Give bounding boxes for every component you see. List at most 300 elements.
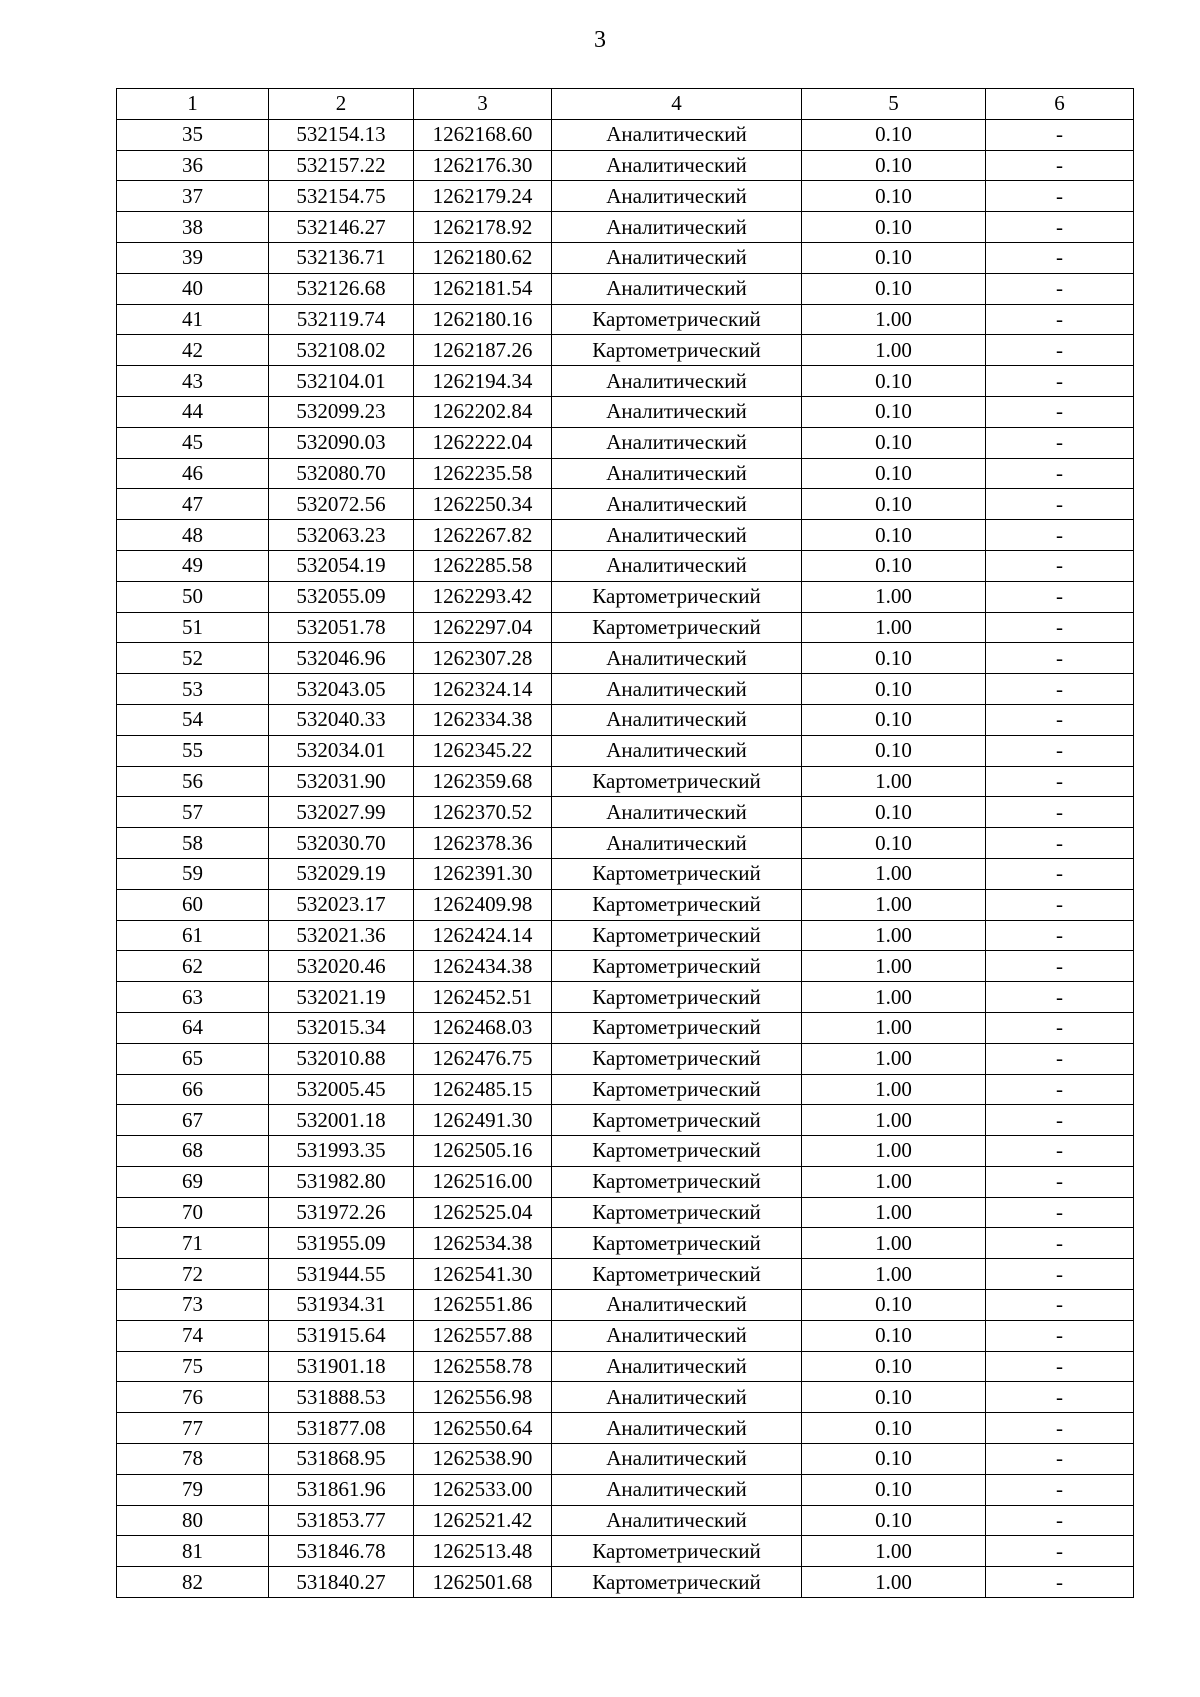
table-row — [117, 1043, 1134, 1074]
method-cell: Картометрический — [552, 1012, 802, 1043]
y-coordinate-cell: 1262501.68 — [414, 1567, 552, 1598]
accuracy-cell: 0.10 — [802, 458, 986, 489]
table-row — [117, 828, 1134, 859]
accuracy-cell: 0.10 — [802, 1505, 986, 1536]
y-coordinate-cell: 1262521.42 — [414, 1505, 552, 1536]
x-coordinate-cell: 532063.23 — [269, 520, 414, 551]
note-cell: - — [986, 242, 1134, 273]
method-cell: Картометрический — [552, 920, 802, 951]
y-coordinate-cell: 1262538.90 — [414, 1444, 552, 1475]
y-coordinate-cell: 1262293.42 — [414, 581, 552, 612]
table-row — [117, 1105, 1134, 1136]
x-coordinate-cell: 532021.19 — [269, 982, 414, 1013]
point-number-cell: 57 — [117, 797, 269, 828]
y-coordinate-cell: 1262370.52 — [414, 797, 552, 828]
point-number-cell: 61 — [117, 920, 269, 951]
y-coordinate-cell: 1262235.58 — [414, 458, 552, 489]
note-cell: - — [986, 273, 1134, 304]
y-coordinate-cell: 1262178.92 — [414, 212, 552, 243]
note-cell: - — [986, 920, 1134, 951]
point-number-cell: 73 — [117, 1290, 269, 1321]
note-cell: - — [986, 550, 1134, 581]
accuracy-cell: 0.10 — [802, 150, 986, 181]
table-row — [117, 1074, 1134, 1105]
y-coordinate-cell: 1262307.28 — [414, 643, 552, 674]
point-number-cell: 49 — [117, 550, 269, 581]
accuracy-cell: 1.00 — [802, 1197, 986, 1228]
y-coordinate-cell: 1262187.26 — [414, 335, 552, 366]
x-coordinate-cell: 532126.68 — [269, 273, 414, 304]
note-cell: - — [986, 889, 1134, 920]
accuracy-cell: 0.10 — [802, 1290, 986, 1321]
method-cell: Аналитический — [552, 704, 802, 735]
note-cell: - — [986, 581, 1134, 612]
accuracy-cell: 0.10 — [802, 1413, 986, 1444]
table-row — [117, 427, 1134, 458]
point-number-cell: 80 — [117, 1505, 269, 1536]
note-cell: - — [986, 1136, 1134, 1167]
note-cell: - — [986, 1351, 1134, 1382]
method-cell: Аналитический — [552, 1320, 802, 1351]
y-coordinate-cell: 1262505.16 — [414, 1136, 552, 1167]
x-coordinate-cell: 532108.02 — [269, 335, 414, 366]
accuracy-cell: 1.00 — [802, 1259, 986, 1290]
accuracy-cell: 1.00 — [802, 1043, 986, 1074]
point-number-cell: 41 — [117, 304, 269, 335]
method-cell: Картометрический — [552, 1105, 802, 1136]
point-number-cell: 71 — [117, 1228, 269, 1259]
x-coordinate-cell: 532146.27 — [269, 212, 414, 243]
method-cell: Аналитический — [552, 1351, 802, 1382]
note-cell: - — [986, 520, 1134, 551]
accuracy-cell: 0.10 — [802, 119, 986, 150]
y-coordinate-cell: 1262181.54 — [414, 273, 552, 304]
accuracy-cell: 1.00 — [802, 1012, 986, 1043]
accuracy-cell: 0.10 — [802, 181, 986, 212]
table-row — [117, 581, 1134, 612]
table-row — [117, 458, 1134, 489]
y-coordinate-cell: 1262550.64 — [414, 1413, 552, 1444]
point-number-cell: 59 — [117, 858, 269, 889]
note-cell: - — [986, 674, 1134, 705]
x-coordinate-cell: 532054.19 — [269, 550, 414, 581]
note-cell: - — [986, 1074, 1134, 1105]
accuracy-cell: 0.10 — [802, 366, 986, 397]
header-row — [117, 89, 1134, 120]
method-cell: Картометрический — [552, 766, 802, 797]
y-coordinate-cell: 1262202.84 — [414, 396, 552, 427]
y-coordinate-cell: 1262297.04 — [414, 612, 552, 643]
table-row — [117, 1228, 1134, 1259]
point-number-cell: 56 — [117, 766, 269, 797]
x-coordinate-cell: 532136.71 — [269, 242, 414, 273]
column-header-3: 3 — [414, 89, 552, 120]
x-coordinate-cell: 532154.75 — [269, 181, 414, 212]
accuracy-cell: 0.10 — [802, 1382, 986, 1413]
accuracy-cell: 0.10 — [802, 427, 986, 458]
method-cell: Аналитический — [552, 674, 802, 705]
table-row — [117, 1259, 1134, 1290]
accuracy-cell: 1.00 — [802, 982, 986, 1013]
y-coordinate-cell: 1262525.04 — [414, 1197, 552, 1228]
point-number-cell: 78 — [117, 1444, 269, 1475]
table-row — [117, 982, 1134, 1013]
note-cell: - — [986, 1043, 1134, 1074]
y-coordinate-cell: 1262359.68 — [414, 766, 552, 797]
accuracy-cell: 0.10 — [802, 520, 986, 551]
table-row — [117, 1536, 1134, 1567]
x-coordinate-cell: 532031.90 — [269, 766, 414, 797]
x-coordinate-cell: 532051.78 — [269, 612, 414, 643]
table-row — [117, 273, 1134, 304]
method-cell: Картометрический — [552, 889, 802, 920]
x-coordinate-cell: 532021.36 — [269, 920, 414, 951]
method-cell: Аналитический — [552, 1505, 802, 1536]
x-coordinate-cell: 532072.56 — [269, 489, 414, 520]
accuracy-cell: 0.10 — [802, 1320, 986, 1351]
method-cell: Аналитический — [552, 1413, 802, 1444]
x-coordinate-cell: 532154.13 — [269, 119, 414, 150]
x-coordinate-cell: 532034.01 — [269, 735, 414, 766]
y-coordinate-cell: 1262180.62 — [414, 242, 552, 273]
table-row — [117, 1320, 1134, 1351]
table-row — [117, 366, 1134, 397]
table-row — [117, 704, 1134, 735]
accuracy-cell: 1.00 — [802, 766, 986, 797]
accuracy-cell: 1.00 — [802, 1228, 986, 1259]
point-number-cell: 60 — [117, 889, 269, 920]
method-cell: Аналитический — [552, 489, 802, 520]
table-row — [117, 1567, 1134, 1598]
method-cell: Аналитический — [552, 1474, 802, 1505]
accuracy-cell: 0.10 — [802, 273, 986, 304]
method-cell: Аналитический — [552, 212, 802, 243]
y-coordinate-cell: 1262476.75 — [414, 1043, 552, 1074]
point-number-cell: 40 — [117, 273, 269, 304]
table-row — [117, 304, 1134, 335]
accuracy-cell: 0.10 — [802, 674, 986, 705]
point-number-cell: 37 — [117, 181, 269, 212]
method-cell: Картометрический — [552, 304, 802, 335]
y-coordinate-cell: 1262391.30 — [414, 858, 552, 889]
point-number-cell: 68 — [117, 1136, 269, 1167]
method-cell: Картометрический — [552, 1043, 802, 1074]
table-row — [117, 920, 1134, 951]
point-number-cell: 47 — [117, 489, 269, 520]
note-cell: - — [986, 1474, 1134, 1505]
point-number-cell: 50 — [117, 581, 269, 612]
table-body — [117, 119, 1134, 1597]
y-coordinate-cell: 1262334.38 — [414, 704, 552, 735]
note-cell: - — [986, 1444, 1134, 1475]
method-cell: Картометрический — [552, 1166, 802, 1197]
note-cell: - — [986, 1567, 1134, 1598]
y-coordinate-cell: 1262176.30 — [414, 150, 552, 181]
x-coordinate-cell: 531901.18 — [269, 1351, 414, 1382]
method-cell: Аналитический — [552, 119, 802, 150]
note-cell: - — [986, 1259, 1134, 1290]
note-cell: - — [986, 766, 1134, 797]
x-coordinate-cell: 531861.96 — [269, 1474, 414, 1505]
method-cell: Аналитический — [552, 735, 802, 766]
point-number-cell: 66 — [117, 1074, 269, 1105]
x-coordinate-cell: 532027.99 — [269, 797, 414, 828]
point-number-cell: 77 — [117, 1413, 269, 1444]
y-coordinate-cell: 1262378.36 — [414, 828, 552, 859]
accuracy-cell: 1.00 — [802, 1536, 986, 1567]
accuracy-cell: 0.10 — [802, 1474, 986, 1505]
accuracy-cell: 0.10 — [802, 242, 986, 273]
x-coordinate-cell: 532023.17 — [269, 889, 414, 920]
y-coordinate-cell: 1262533.00 — [414, 1474, 552, 1505]
method-cell: Картометрический — [552, 1197, 802, 1228]
accuracy-cell: 0.10 — [802, 704, 986, 735]
method-cell: Картометрический — [552, 581, 802, 612]
table-row — [117, 735, 1134, 766]
point-number-cell: 45 — [117, 427, 269, 458]
method-cell: Аналитический — [552, 1290, 802, 1321]
note-cell: - — [986, 704, 1134, 735]
method-cell: Картометрический — [552, 982, 802, 1013]
table-row — [117, 1166, 1134, 1197]
method-cell: Картометрический — [552, 951, 802, 982]
note-cell: - — [986, 335, 1134, 366]
method-cell: Аналитический — [552, 1444, 802, 1475]
method-cell: Картометрический — [552, 1074, 802, 1105]
table-row — [117, 520, 1134, 551]
y-coordinate-cell: 1262285.58 — [414, 550, 552, 581]
x-coordinate-cell: 532005.45 — [269, 1074, 414, 1105]
x-coordinate-cell: 531934.31 — [269, 1290, 414, 1321]
x-coordinate-cell: 531972.26 — [269, 1197, 414, 1228]
point-number-cell: 38 — [117, 212, 269, 243]
x-coordinate-cell: 532001.18 — [269, 1105, 414, 1136]
y-coordinate-cell: 1262324.14 — [414, 674, 552, 705]
y-coordinate-cell: 1262516.00 — [414, 1166, 552, 1197]
page-number: 3 — [594, 27, 606, 53]
x-coordinate-cell: 532104.01 — [269, 366, 414, 397]
accuracy-cell: 0.10 — [802, 212, 986, 243]
accuracy-cell: 1.00 — [802, 1136, 986, 1167]
y-coordinate-cell: 1262345.22 — [414, 735, 552, 766]
point-number-cell: 72 — [117, 1259, 269, 1290]
x-coordinate-cell: 532029.19 — [269, 858, 414, 889]
y-coordinate-cell: 1262409.98 — [414, 889, 552, 920]
y-coordinate-cell: 1262556.98 — [414, 1382, 552, 1413]
note-cell: - — [986, 366, 1134, 397]
accuracy-cell: 0.10 — [802, 643, 986, 674]
accuracy-cell: 0.10 — [802, 396, 986, 427]
accuracy-cell: 1.00 — [802, 335, 986, 366]
note-cell: - — [986, 612, 1134, 643]
point-number-cell: 43 — [117, 366, 269, 397]
x-coordinate-cell: 531888.53 — [269, 1382, 414, 1413]
x-coordinate-cell: 531955.09 — [269, 1228, 414, 1259]
accuracy-cell: 1.00 — [802, 920, 986, 951]
accuracy-cell: 1.00 — [802, 612, 986, 643]
note-cell: - — [986, 427, 1134, 458]
accuracy-cell: 1.00 — [802, 889, 986, 920]
table-row — [117, 766, 1134, 797]
table-row — [117, 212, 1134, 243]
y-coordinate-cell: 1262179.24 — [414, 181, 552, 212]
method-cell: Аналитический — [552, 828, 802, 859]
y-coordinate-cell: 1262534.38 — [414, 1228, 552, 1259]
x-coordinate-cell: 532010.88 — [269, 1043, 414, 1074]
note-cell: - — [986, 1105, 1134, 1136]
table-row — [117, 335, 1134, 366]
accuracy-cell: 1.00 — [802, 1105, 986, 1136]
method-cell: Аналитический — [552, 520, 802, 551]
table-row — [117, 612, 1134, 643]
x-coordinate-cell: 532157.22 — [269, 150, 414, 181]
y-coordinate-cell: 1262424.14 — [414, 920, 552, 951]
point-number-cell: 46 — [117, 458, 269, 489]
table-row — [117, 1474, 1134, 1505]
note-cell: - — [986, 643, 1134, 674]
method-cell: Аналитический — [552, 550, 802, 581]
table-row — [117, 858, 1134, 889]
point-number-cell: 67 — [117, 1105, 269, 1136]
x-coordinate-cell: 531915.64 — [269, 1320, 414, 1351]
table-row — [117, 1505, 1134, 1536]
x-coordinate-cell: 532055.09 — [269, 581, 414, 612]
accuracy-cell: 1.00 — [802, 581, 986, 612]
note-cell: - — [986, 150, 1134, 181]
point-number-cell: 82 — [117, 1567, 269, 1598]
y-coordinate-cell: 1262558.78 — [414, 1351, 552, 1382]
note-cell: - — [986, 1536, 1134, 1567]
x-coordinate-cell: 532040.33 — [269, 704, 414, 735]
table-row — [117, 1290, 1134, 1321]
point-number-cell: 48 — [117, 520, 269, 551]
note-cell: - — [986, 212, 1134, 243]
accuracy-cell: 0.10 — [802, 489, 986, 520]
point-number-cell: 35 — [117, 119, 269, 150]
table-row — [117, 550, 1134, 581]
method-cell: Картометрический — [552, 1259, 802, 1290]
method-cell: Аналитический — [552, 273, 802, 304]
point-number-cell: 70 — [117, 1197, 269, 1228]
method-cell: Аналитический — [552, 242, 802, 273]
table-row — [117, 1444, 1134, 1475]
table-row — [117, 1413, 1134, 1444]
note-cell: - — [986, 119, 1134, 150]
point-number-cell: 53 — [117, 674, 269, 705]
method-cell: Аналитический — [552, 427, 802, 458]
x-coordinate-cell: 532030.70 — [269, 828, 414, 859]
x-coordinate-cell: 532046.96 — [269, 643, 414, 674]
point-number-cell: 79 — [117, 1474, 269, 1505]
y-coordinate-cell: 1262267.82 — [414, 520, 552, 551]
x-coordinate-cell: 532043.05 — [269, 674, 414, 705]
note-cell: - — [986, 1228, 1134, 1259]
y-coordinate-cell: 1262194.34 — [414, 366, 552, 397]
table-row — [117, 396, 1134, 427]
note-cell: - — [986, 489, 1134, 520]
point-number-cell: 52 — [117, 643, 269, 674]
note-cell: - — [986, 735, 1134, 766]
table-row — [117, 1351, 1134, 1382]
table-row — [117, 1382, 1134, 1413]
note-cell: - — [986, 982, 1134, 1013]
method-cell: Картометрический — [552, 1136, 802, 1167]
y-coordinate-cell: 1262557.88 — [414, 1320, 552, 1351]
point-number-cell: 54 — [117, 704, 269, 735]
note-cell: - — [986, 858, 1134, 889]
column-header-6: 6 — [986, 89, 1134, 120]
point-number-cell: 58 — [117, 828, 269, 859]
method-cell: Аналитический — [552, 458, 802, 489]
note-cell: - — [986, 1505, 1134, 1536]
accuracy-cell: 0.10 — [802, 550, 986, 581]
y-coordinate-cell: 1262468.03 — [414, 1012, 552, 1043]
method-cell: Картометрический — [552, 1536, 802, 1567]
accuracy-cell: 1.00 — [802, 1166, 986, 1197]
method-cell: Аналитический — [552, 1382, 802, 1413]
x-coordinate-cell: 531868.95 — [269, 1444, 414, 1475]
y-coordinate-cell: 1262513.48 — [414, 1536, 552, 1567]
coordinates-table — [116, 88, 1134, 1598]
point-number-cell: 65 — [117, 1043, 269, 1074]
accuracy-cell: 1.00 — [802, 304, 986, 335]
note-cell: - — [986, 458, 1134, 489]
method-cell: Аналитический — [552, 150, 802, 181]
note-cell: - — [986, 1382, 1134, 1413]
table-row — [117, 1012, 1134, 1043]
y-coordinate-cell: 1262222.04 — [414, 427, 552, 458]
method-cell: Картометрический — [552, 335, 802, 366]
accuracy-cell: 1.00 — [802, 1074, 986, 1105]
accuracy-cell: 1.00 — [802, 858, 986, 889]
table-row — [117, 643, 1134, 674]
x-coordinate-cell: 532015.34 — [269, 1012, 414, 1043]
point-number-cell: 63 — [117, 982, 269, 1013]
table-header — [117, 89, 1134, 120]
x-coordinate-cell: 532080.70 — [269, 458, 414, 489]
x-coordinate-cell: 532020.46 — [269, 951, 414, 982]
x-coordinate-cell: 532119.74 — [269, 304, 414, 335]
method-cell: Аналитический — [552, 396, 802, 427]
table-row — [117, 242, 1134, 273]
x-coordinate-cell: 531944.55 — [269, 1259, 414, 1290]
point-number-cell: 55 — [117, 735, 269, 766]
method-cell: Картометрический — [552, 612, 802, 643]
point-number-cell: 69 — [117, 1166, 269, 1197]
accuracy-cell: 0.10 — [802, 1351, 986, 1382]
method-cell: Аналитический — [552, 181, 802, 212]
method-cell: Картометрический — [552, 1567, 802, 1598]
x-coordinate-cell: 531877.08 — [269, 1413, 414, 1444]
x-coordinate-cell: 531982.80 — [269, 1166, 414, 1197]
note-cell: - — [986, 828, 1134, 859]
table-row — [117, 1197, 1134, 1228]
method-cell: Аналитический — [552, 366, 802, 397]
method-cell: Аналитический — [552, 643, 802, 674]
y-coordinate-cell: 1262434.38 — [414, 951, 552, 982]
point-number-cell: 64 — [117, 1012, 269, 1043]
point-number-cell: 76 — [117, 1382, 269, 1413]
accuracy-cell: 1.00 — [802, 1567, 986, 1598]
point-number-cell: 39 — [117, 242, 269, 273]
column-header-4: 4 — [552, 89, 802, 120]
note-cell: - — [986, 797, 1134, 828]
x-coordinate-cell: 531846.78 — [269, 1536, 414, 1567]
x-coordinate-cell: 531840.27 — [269, 1567, 414, 1598]
point-number-cell: 44 — [117, 396, 269, 427]
column-header-2: 2 — [269, 89, 414, 120]
x-coordinate-cell: 532090.03 — [269, 427, 414, 458]
